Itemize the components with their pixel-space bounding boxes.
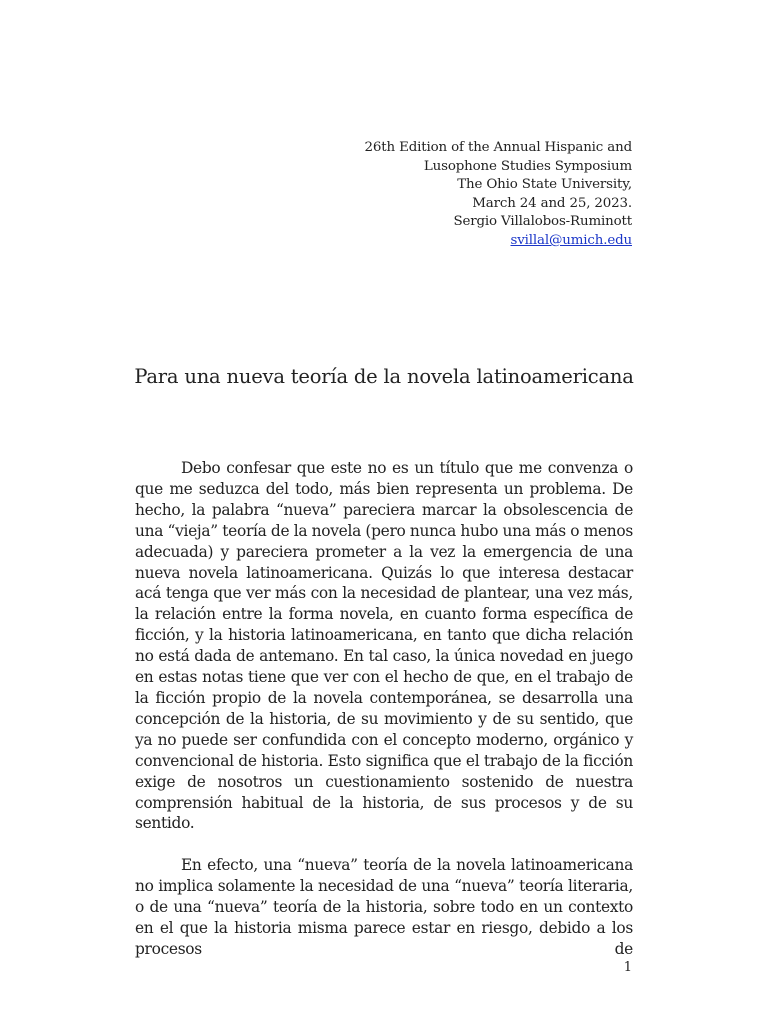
page-number: 1 bbox=[623, 960, 632, 975]
paragraph: Debo confesar que este no es un título que me convenza o que me seduzca del todo, más bien representa un problema. De hecho, la palabra “nueva” pareciera marcar la obsolescencia de una “vieja” teoría de la novela (pero nunca hubo una más o menos adecuada) y pareciera prometer a la vez la emergencia de una nueva novela latinoamericana. Quizás lo que interesa destacar acá tenga que ver más con la necesidad de plantear, una vez más, la relación entre la forma novela, en cuanto forma específica de ficción, y la historia latinoamericana, en tanto que dicha relación no está dada de antemano. En tal caso, la única novedad en juego en estas notas tiene que ver con el hecho de que, en el trabajo de la ficción propio de la novela contemporánea, se desarrolla una concepción de la historia, de su movimiento y de su sentido, que ya no puede ser confundida con el concepto moderno, orgánico y convencional de historia. Esto significa que el trabajo de la ficción exige de nosotros un cuestionamiento sostenido de nuestra comprensión habitual de la historia, de sus procesos y de su sentido. bbox=[135, 459, 633, 833]
paragraph: En efecto, una “nueva” teoría de la novela latinoamericana no implica solamente la necesidad de una “nueva” teoría literaria, o de una “nueva” teoría de la historia, sobre todo en un contexto en el que la historia misma parece estar en riesgo, debido a los procesos de bbox=[135, 856, 633, 958]
body-text bbox=[135, 458, 633, 981]
event-dates: March 24 and 25, 2023. bbox=[472, 195, 632, 211]
institution: The Ohio State University, bbox=[457, 177, 632, 193]
author-email-link[interactable]: svillal@umich.edu bbox=[510, 232, 632, 248]
header-block bbox=[365, 139, 632, 251]
event-line-2: Lusophone Studies Symposium bbox=[423, 158, 632, 174]
author-name: Sergio Villalobos-Ruminott bbox=[453, 214, 632, 230]
document-title: Para una nueva teoría de la novela latinoamericana bbox=[134, 365, 634, 388]
event-line-1: 26th Edition of the Annual Hispanic and bbox=[364, 140, 632, 155]
